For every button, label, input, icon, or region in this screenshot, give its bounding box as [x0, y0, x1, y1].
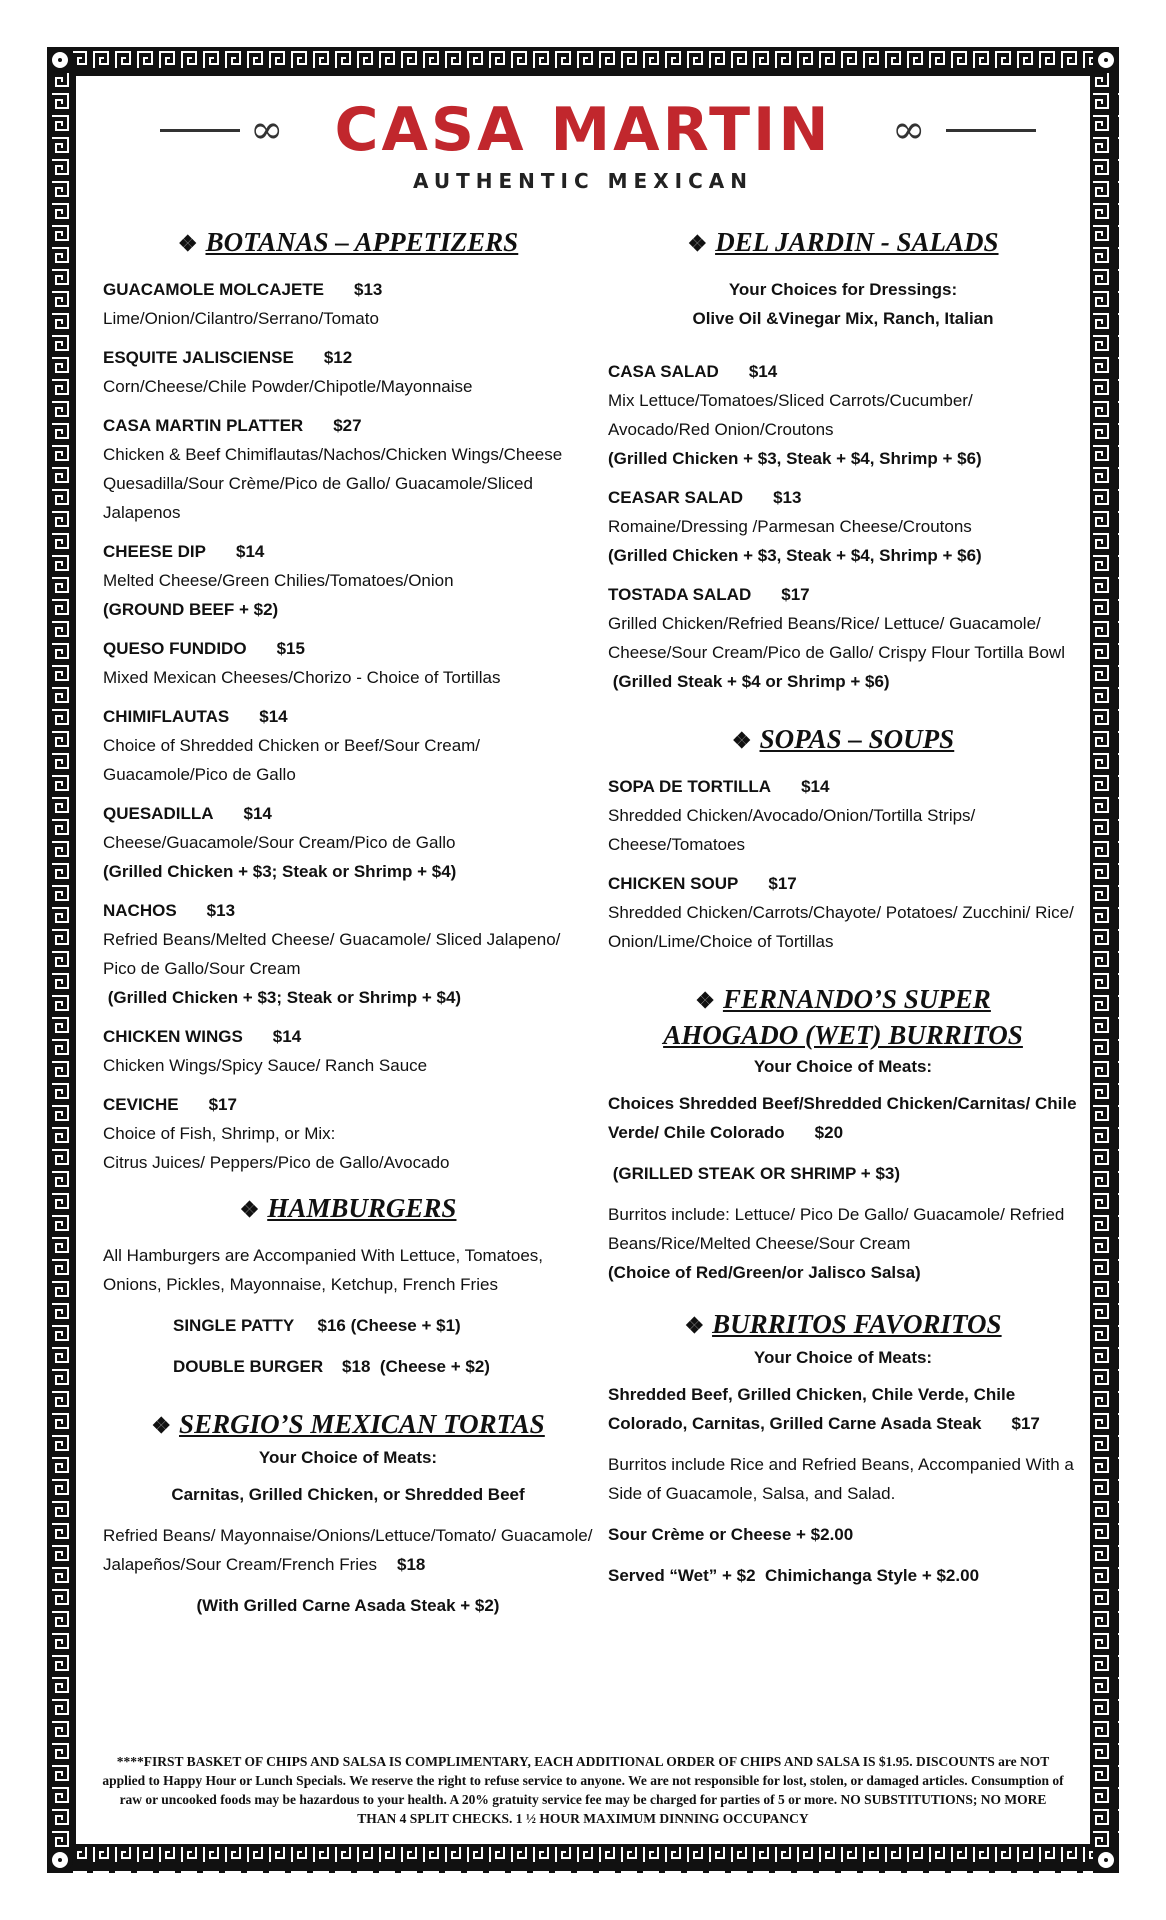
menu-item-description: Choice of Fish, Shrimp, or Mix:	[103, 1124, 336, 1143]
section-title-salads: ❖ DEL JARDIN - SALADS	[608, 225, 1078, 261]
favoritos-addon-2: Served “Wet” + $2 Chimichanga Style + $2.00	[608, 1566, 980, 1585]
menu-item-description: Choice of Shredded Chicken or Beef/Sour Cream/ Guacamole/Pico de Gallo	[103, 736, 481, 784]
left-rule	[160, 129, 240, 132]
ahogado-includes: Burritos include: Lettuce/ Pico De Gallo/ Guacamole/ Refried Beans/Rice/Melted Cheese/Sour Cream	[608, 1205, 1065, 1253]
menu-item-addon: (Grilled Chicken + $3, Steak + $4, Shrimp + $6)	[608, 449, 982, 468]
menu-item	[608, 483, 1078, 570]
menu-item-name: QUESO FUNDIDO	[103, 639, 247, 658]
menu-item-header	[103, 537, 593, 566]
menu-item	[103, 896, 593, 1012]
left-column	[103, 225, 593, 1632]
menu-item-price: $12	[323, 348, 353, 367]
menu-item-header	[608, 357, 1078, 386]
section-title-favoritos: ❖ BURRITOS FAVORITOS	[608, 1307, 1078, 1343]
menu-item	[103, 702, 593, 789]
tortas-price: $18	[397, 1555, 426, 1574]
menu-item-header	[103, 411, 593, 440]
ahogado-choice: Your Choice of Meats:	[753, 1057, 933, 1076]
menu-item-header	[608, 580, 1078, 609]
brand-title: CASA MARTIN	[334, 95, 832, 165]
tortas-extra: (With Grilled Carne Asada Steak + $2)	[196, 1596, 500, 1615]
menu-item	[103, 799, 593, 886]
menu-item-price: $13	[773, 488, 802, 507]
double-burger: DOUBLE BURGER $18 (Cheese + $2)	[173, 1357, 490, 1376]
menu-item-name: CHICKEN SOUP	[608, 874, 739, 893]
ahogado-salsa: (Choice of Red/Green/or Jalisco Salsa)	[608, 1263, 921, 1282]
ahogado-extra: (GRILLED STEAK OR SHRIMP + $3)	[608, 1164, 901, 1183]
section-title-appetizers: ❖ BOTANAS – APPETIZERS	[103, 225, 593, 261]
menu-item-price: $14	[243, 804, 272, 823]
menu-item-header	[103, 343, 593, 372]
menu-item-addon: (Grilled Chicken + $3, Steak + $4, Shrimp + $6)	[608, 546, 982, 565]
menu-item-header	[103, 634, 593, 663]
menu-item-name: CASA MARTIN PLATTER	[103, 416, 304, 435]
menu-item-description: Shredded Chicken/Carrots/Chayote/ Potatoes/ Zucchini/ Rice/ Onion/Lime/Choice of Tortillas	[608, 903, 1074, 951]
menu-item-price: $14	[235, 542, 265, 561]
menu-item-name: CEVICHE	[103, 1095, 179, 1114]
menu-item-description: Refried Beans/Melted Cheese/ Guacamole/ Sliced Jalapeno/ Pico de Gallo/Sour Cream	[103, 930, 561, 978]
menu-item-name: ESQUITE JALISCIENSE	[103, 348, 294, 367]
tortas-desc: Refried Beans/ Mayonnaise/Onions/Lettuce/Tomato/ Guacamole/ Jalapeños/Sour Cream/French Fries $18	[103, 1526, 593, 1574]
menu-item-price: $17	[781, 585, 810, 604]
corner-ornament	[1093, 1847, 1119, 1873]
menu-item-description: Chicken & Beef Chimiflautas/Nachos/Chicken Wings/Cheese Quesadilla/Sour Crème/Pico de Gallo/ Guacamole/Sliced Jalapenos	[103, 445, 563, 522]
ahogado-meats: Choices Shredded Beef/Shredded Chicken/Carnitas/ Chile Verde/ Chile Colorado $20	[608, 1094, 1077, 1142]
right-flourish-icon: ∞	[892, 107, 926, 153]
diamond-icon: ❖	[177, 231, 198, 256]
menu-item-description: Shredded Chicken/Avocado/Onion/Tortilla Strips/ Cheese/Tomatoes	[608, 806, 976, 854]
ahogado-price: $20	[814, 1123, 844, 1142]
menu-item-addon: (Grilled Chicken + $3; Steak or Shrimp + $4)	[103, 862, 457, 881]
menu-item-name: CHICKEN WINGS	[103, 1027, 243, 1046]
menu-item-name: GUACAMOLE MOLCAJETE	[103, 280, 324, 299]
menu-item-header	[103, 799, 593, 828]
salads-list	[608, 357, 1078, 696]
hamburger-intro: All Hamburgers are Accompanied With Lettuce, Tomatoes, Onions, Pickles, Mayonnaise, Ketchup, French Fries	[103, 1246, 544, 1294]
menu-item	[103, 537, 593, 624]
tortas-choice: Your Choice of Meats:	[258, 1448, 438, 1467]
menu-item-name: CHEESE DIP	[103, 542, 206, 561]
menu-item-price: $17	[768, 874, 797, 893]
menu-item-name: SOPA DE TORTILLA	[608, 777, 772, 796]
menu-item-price: $14	[748, 362, 778, 381]
favoritos-meats: Shredded Beef, Grilled Chicken, Chile Verde, Chile Colorado, Carnitas, Grilled Carne Asada Steak $17	[608, 1385, 1040, 1433]
favoritos-addon-1: Sour Crème or Cheese + $2.00	[608, 1525, 854, 1544]
right-rule	[946, 129, 1036, 132]
appetizers-list	[103, 275, 593, 1177]
menu-item	[103, 275, 593, 333]
dressing-options: Olive Oil &Vinegar Mix, Ranch, Italian	[692, 309, 994, 328]
menu-item	[103, 1022, 593, 1080]
menu-item-name: CHIMIFLAUTAS	[103, 707, 230, 726]
menu-item-description: Romaine/Dressing /Parmesan Cheese/Croutons	[608, 517, 972, 536]
diamond-icon: ❖	[687, 231, 708, 256]
menu-item	[103, 343, 593, 401]
menu-item-description: Citrus Juices/ Peppers/Pico de Gallo/Avocado	[103, 1153, 450, 1172]
left-flourish-icon: ∞	[250, 107, 284, 153]
menu-item-description: Chicken Wings/Spicy Sauce/ Ranch Sauce	[103, 1056, 428, 1075]
corner-ornament	[47, 1847, 73, 1873]
menu-item-price: $13	[206, 901, 236, 920]
menu-item-name: NACHOS	[103, 901, 177, 920]
menu-item-name: CASA SALAD	[608, 362, 719, 381]
single-patty: SINGLE PATTY $16 (Cheese + $1)	[173, 1316, 461, 1335]
menu-item-price: $27	[333, 416, 362, 435]
menu-item-header	[608, 869, 1078, 898]
menu-item-description: Mix Lettuce/Tomatoes/Sliced Carrots/Cucumber/ Avocado/Red Onion/Croutons	[608, 391, 973, 439]
menu-item-price: $14	[259, 707, 288, 726]
menu-item-header	[103, 1022, 593, 1051]
menu-item	[608, 580, 1078, 696]
menu-item-addon: (Grilled Chicken + $3; Steak or Shrimp + $4)	[103, 988, 462, 1007]
tagline: AUTHENTIC MEXICAN	[413, 169, 753, 193]
menu-item-addon: (GROUND BEEF + $2)	[103, 600, 279, 619]
diamond-icon: ❖	[695, 988, 715, 1013]
menu-item	[103, 634, 593, 692]
section-title-soups: ❖ SOPAS – SOUPS	[608, 722, 1078, 758]
menu-item-header	[608, 772, 1078, 801]
menu-item	[608, 869, 1078, 956]
menu-item-name: TOSTADA SALAD	[608, 585, 752, 604]
section-title-hamburgers: ❖ HAMBURGERS	[103, 1191, 593, 1227]
menu-item-addon: (Grilled Steak + $4 or Shrimp + $6)	[608, 672, 890, 691]
right-column	[608, 225, 1078, 1602]
section-title-ahogado: ❖ FERNANDO’S SUPER AHOGADO (WET) BURRITOS	[663, 984, 1023, 1050]
menu-item-description: Mixed Mexican Cheeses/Chorizo - Choice of Tortillas	[103, 668, 501, 687]
footer-disclaimer: ****FIRST BASKET OF CHIPS AND SALSA IS COMPLIMENTARY, EACH ADDITIONAL ORDER OF CHIPS AND SALSA IS $1.95. DISCOUNTS are NOT applied to Happy Hour or Lunch Specials. We reserve the right to refuse service to anyone. We are not responsible for lost, stolen, or damaged articles. Consumption of raw or uncooked foods may be hazardous to your health. A 20% gratuity service fee may be charged for parties of 5 or more. NO SUBSTITUTIONS; NO MORE THAN 4 SPLIT CHECKS. 1 ½ HOUR MAXIMUM DINNING OCCUPANCY	[102, 1754, 1064, 1826]
menu-item-name: QUESADILLA	[103, 804, 214, 823]
menu-item-header	[103, 896, 593, 925]
menu-item	[608, 772, 1078, 859]
menu-item-description: Corn/Cheese/Chile Powder/Chipotle/Mayonnaise	[103, 377, 473, 396]
menu-item-description: Cheese/Guacamole/Sour Cream/Pico de Gallo	[103, 833, 456, 852]
menu-item-price: $14	[801, 777, 830, 796]
menu-item-header	[103, 275, 593, 304]
menu-item-name: CEASAR SALAD	[608, 488, 744, 507]
favoritos-choice: Your Choice of Meats:	[753, 1348, 933, 1367]
favoritos-price: $17	[1011, 1414, 1040, 1433]
diamond-icon: ❖	[684, 1313, 705, 1338]
title-row	[0, 95, 1166, 165]
menu-item-description: Melted Cheese/Green Chilies/Tomatoes/Onion	[103, 571, 454, 590]
menu-item-description: Grilled Chicken/Refried Beans/Rice/ Lettuce/ Guacamole/ Cheese/Sour Cream/Pico de Gallo/ Crispy Flour Tortilla Bowl	[608, 614, 1065, 662]
menu-item-price: $15	[276, 639, 305, 658]
soups-list	[608, 772, 1078, 956]
corner-ornament	[47, 47, 73, 73]
menu-item-price: $17	[208, 1095, 237, 1114]
menu-header	[0, 95, 1166, 193]
diamond-icon: ❖	[151, 1413, 172, 1438]
menu-item-header	[103, 702, 593, 731]
section-title-tortas: ❖ SERGIO’S MEXICAN TORTAS	[103, 1407, 593, 1443]
menu-item	[103, 1090, 593, 1177]
favoritos-includes: Burritos include Rice and Refried Beans, Accompanied With a Side of Guacamole, Salsa, and Salad.	[608, 1455, 1074, 1503]
menu-item-header	[103, 1090, 593, 1119]
tortas-meats: Carnitas, Grilled Chicken, or Shredded Beef	[171, 1485, 525, 1504]
corner-ornament	[1093, 47, 1119, 73]
menu-item-price: $14	[272, 1027, 302, 1046]
menu-item-header	[608, 483, 1078, 512]
diamond-icon: ❖	[239, 1197, 260, 1222]
menu-item-price: $13	[354, 280, 383, 299]
menu-item-description: Lime/Onion/Cilantro/Serrano/Tomato	[103, 309, 379, 328]
diamond-icon: ❖	[731, 728, 752, 753]
menu-item	[608, 357, 1078, 473]
dressing-title: Your Choices for Dressings:	[728, 280, 958, 299]
menu-item	[103, 411, 593, 527]
